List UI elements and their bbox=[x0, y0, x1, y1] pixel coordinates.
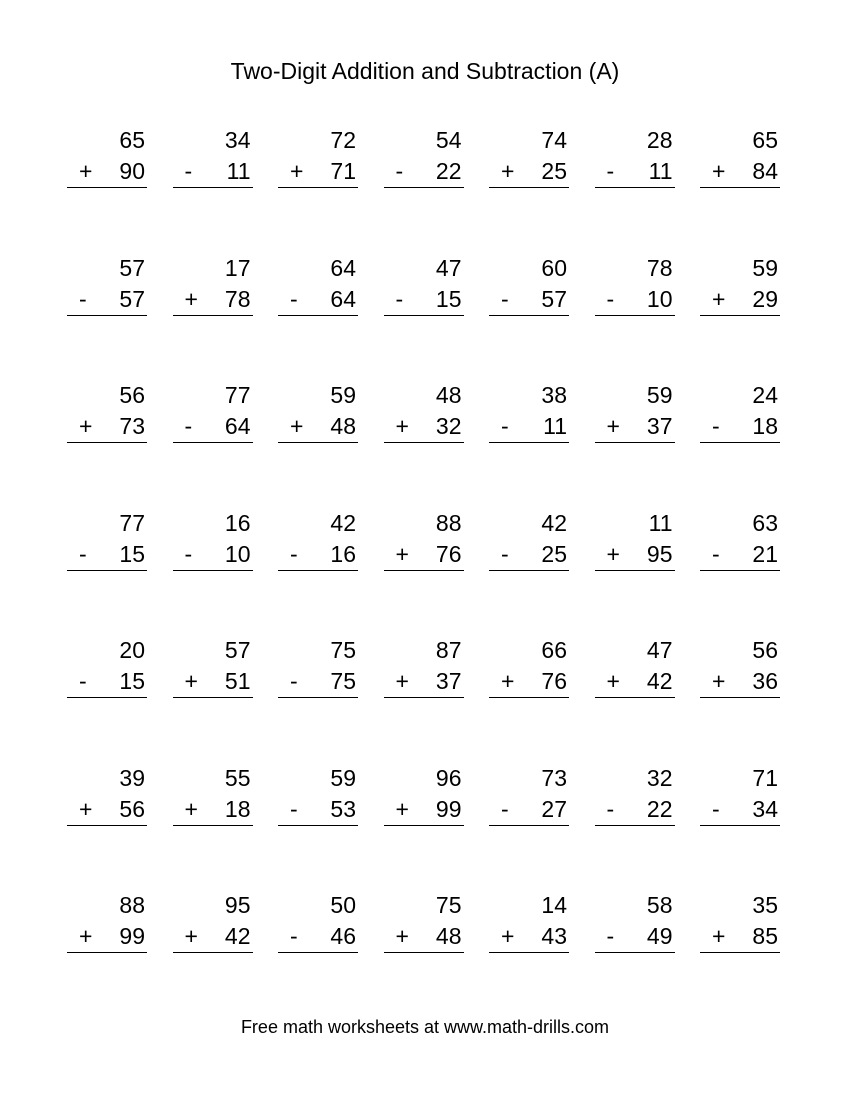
problem-bottom-number: 46 bbox=[330, 923, 356, 949]
problem-bottom-number: 37 bbox=[646, 413, 673, 439]
problem-top-number: 39 bbox=[119, 764, 145, 791]
problem-top-number: 57 bbox=[224, 637, 251, 663]
math-problem bbox=[278, 762, 358, 890]
problem-operator: - bbox=[501, 795, 509, 822]
math-problem bbox=[700, 762, 780, 890]
problem-top-number: 57 bbox=[119, 254, 145, 281]
answer-line bbox=[489, 697, 569, 698]
problem-bottom-number: 99 bbox=[119, 923, 145, 949]
problem-bottom-number: 76 bbox=[541, 668, 567, 694]
answer-line bbox=[595, 952, 675, 953]
problem-bottom-number: 10 bbox=[646, 285, 673, 312]
answer-line bbox=[595, 442, 675, 443]
problem-top-number: 55 bbox=[224, 764, 251, 791]
math-problem bbox=[67, 124, 147, 252]
problem-bottom-number: 25 bbox=[541, 540, 567, 567]
problem-bottom-number: 15 bbox=[119, 668, 145, 694]
math-problem bbox=[173, 634, 253, 762]
math-problem bbox=[173, 379, 253, 507]
problem-operator: + bbox=[184, 285, 198, 312]
answer-line bbox=[278, 315, 358, 316]
problem-operator: + bbox=[395, 540, 409, 567]
footer-text: Free math worksheets at www.math-drills.com bbox=[240, 1017, 610, 1037]
math-problem bbox=[489, 634, 569, 762]
problem-top-number: 74 bbox=[541, 127, 567, 153]
math-problem bbox=[595, 124, 675, 252]
problem-top-number: 65 bbox=[752, 127, 778, 153]
answer-line bbox=[489, 187, 569, 188]
answer-line bbox=[278, 825, 358, 826]
answer-line bbox=[384, 315, 464, 316]
problem-top-number: 59 bbox=[330, 382, 356, 408]
answer-line bbox=[173, 187, 253, 188]
problem-operator: + bbox=[712, 923, 726, 949]
math-problem bbox=[595, 379, 675, 507]
problem-bottom-number: 78 bbox=[224, 285, 251, 312]
problem-bottom-number: 29 bbox=[752, 285, 778, 312]
problem-top-number: 56 bbox=[752, 637, 778, 663]
problem-operator: + bbox=[501, 668, 515, 694]
problem-bottom-number: 95 bbox=[646, 540, 673, 567]
math-problem bbox=[700, 889, 780, 1017]
answer-line bbox=[489, 570, 569, 571]
problem-operator: - bbox=[606, 158, 615, 184]
problem-operator: - bbox=[712, 795, 720, 822]
problem-bottom-number: 34 bbox=[752, 795, 778, 822]
math-problem bbox=[67, 889, 147, 1017]
problem-bottom-number: 16 bbox=[330, 540, 356, 567]
problem-bottom-number: 11 bbox=[648, 158, 673, 184]
problem-bottom-number: 48 bbox=[330, 413, 356, 439]
answer-line bbox=[489, 825, 569, 826]
problem-top-number: 66 bbox=[541, 637, 567, 663]
answer-line bbox=[489, 952, 569, 953]
problem-top-number: 65 bbox=[119, 127, 145, 153]
answer-line bbox=[595, 187, 675, 188]
problem-bottom-number: 22 bbox=[435, 158, 462, 184]
answer-line bbox=[700, 825, 780, 826]
answer-line bbox=[595, 825, 675, 826]
math-problem bbox=[700, 379, 780, 507]
problem-operator: + bbox=[184, 795, 198, 822]
math-problem bbox=[278, 889, 358, 1017]
problem-bottom-number: 11 bbox=[226, 158, 251, 184]
answer-line bbox=[173, 442, 253, 443]
problem-bottom-number: 99 bbox=[435, 795, 462, 822]
answer-line bbox=[489, 442, 569, 443]
answer-line bbox=[67, 952, 147, 953]
problem-bottom-number: 53 bbox=[330, 795, 356, 822]
problem-bottom-number: 32 bbox=[435, 413, 462, 439]
math-problem bbox=[384, 762, 464, 890]
math-problem bbox=[595, 507, 675, 635]
problem-operator: - bbox=[79, 668, 87, 694]
problem-operator: - bbox=[79, 285, 87, 312]
problem-operator: - bbox=[290, 285, 298, 312]
answer-line bbox=[67, 697, 147, 698]
math-problem bbox=[384, 507, 464, 635]
problem-top-number: 77 bbox=[119, 509, 145, 536]
problem-top-number: 28 bbox=[646, 127, 673, 153]
math-problem bbox=[278, 252, 358, 380]
answer-line bbox=[67, 825, 147, 826]
math-problem bbox=[384, 634, 464, 762]
problem-top-number: 64 bbox=[330, 254, 356, 281]
problem-bottom-number: 57 bbox=[541, 285, 567, 312]
answer-line bbox=[67, 187, 147, 188]
problem-operator: + bbox=[79, 795, 93, 822]
problem-top-number: 87 bbox=[435, 637, 462, 663]
problem-top-number: 59 bbox=[330, 764, 356, 791]
problem-bottom-number: 15 bbox=[435, 285, 462, 312]
problem-bottom-number: 42 bbox=[224, 923, 251, 949]
math-problem bbox=[67, 252, 147, 380]
math-problem bbox=[67, 507, 147, 635]
problem-top-number: 24 bbox=[752, 382, 778, 408]
problem-operator: - bbox=[501, 413, 509, 439]
math-problem bbox=[489, 379, 569, 507]
math-problem bbox=[489, 124, 569, 252]
math-problem bbox=[595, 889, 675, 1017]
answer-line bbox=[384, 825, 464, 826]
answer-line bbox=[173, 570, 253, 571]
problem-operator: - bbox=[395, 158, 404, 184]
answer-line bbox=[384, 952, 464, 953]
math-problem bbox=[384, 379, 464, 507]
problem-top-number: 95 bbox=[224, 892, 251, 918]
problem-operator: - bbox=[290, 540, 298, 567]
math-problem bbox=[384, 889, 464, 1017]
math-problem bbox=[173, 762, 253, 890]
problem-operator: - bbox=[606, 923, 615, 949]
problem-top-number: 59 bbox=[752, 254, 778, 281]
answer-line bbox=[384, 570, 464, 571]
problem-operator: - bbox=[290, 668, 298, 694]
problem-top-number: 60 bbox=[541, 254, 567, 281]
problem-operator: + bbox=[606, 668, 620, 694]
problem-top-number: 54 bbox=[435, 127, 462, 153]
problem-operator: + bbox=[395, 668, 409, 694]
answer-line bbox=[595, 570, 675, 571]
answer-line bbox=[384, 187, 464, 188]
problem-top-number: 75 bbox=[330, 637, 356, 663]
problem-bottom-number: 27 bbox=[541, 795, 567, 822]
problem-operator: + bbox=[184, 668, 198, 694]
problem-bottom-number: 22 bbox=[646, 795, 673, 822]
problem-top-number: 73 bbox=[541, 764, 567, 791]
answer-line bbox=[700, 952, 780, 953]
problem-bottom-number: 75 bbox=[330, 668, 356, 694]
problem-operator: - bbox=[606, 795, 615, 822]
answer-line bbox=[384, 442, 464, 443]
problem-operator: - bbox=[290, 795, 298, 822]
problem-top-number: 58 bbox=[646, 892, 673, 918]
problem-operator: + bbox=[395, 413, 409, 439]
problem-bottom-number: 48 bbox=[435, 923, 462, 949]
math-problem bbox=[489, 507, 569, 635]
answer-line bbox=[278, 442, 358, 443]
problem-bottom-number: 64 bbox=[330, 285, 356, 312]
problem-operator: + bbox=[395, 795, 409, 822]
problem-top-number: 50 bbox=[330, 892, 356, 918]
problem-bottom-number: 90 bbox=[119, 158, 145, 184]
problem-top-number: 88 bbox=[119, 892, 145, 918]
problem-top-number: 32 bbox=[646, 764, 673, 791]
answer-line bbox=[173, 315, 253, 316]
problem-operator: + bbox=[501, 158, 515, 184]
answer-line bbox=[173, 697, 253, 698]
answer-line bbox=[595, 315, 675, 316]
problem-bottom-number: 64 bbox=[224, 413, 251, 439]
problem-top-number: 56 bbox=[119, 382, 145, 408]
problem-operator: + bbox=[606, 413, 620, 439]
problem-operator: + bbox=[712, 158, 726, 184]
problem-top-number: 34 bbox=[224, 127, 251, 153]
problem-top-number: 77 bbox=[224, 382, 251, 408]
problem-bottom-number: 49 bbox=[646, 923, 673, 949]
problem-grid bbox=[67, 124, 780, 1017]
math-problem bbox=[67, 379, 147, 507]
problem-operator: + bbox=[79, 158, 93, 184]
math-problem bbox=[700, 124, 780, 252]
problem-operator: + bbox=[290, 158, 304, 184]
math-problem bbox=[278, 634, 358, 762]
answer-line bbox=[173, 952, 253, 953]
problem-top-number: 47 bbox=[646, 637, 673, 663]
problem-bottom-number: 21 bbox=[752, 540, 778, 567]
answer-line bbox=[700, 187, 780, 188]
problem-bottom-number: 15 bbox=[119, 540, 145, 567]
problem-bottom-number: 57 bbox=[119, 285, 145, 312]
problem-operator: - bbox=[712, 540, 720, 567]
math-problem bbox=[489, 889, 569, 1017]
problem-top-number: 16 bbox=[224, 509, 251, 536]
problem-top-number: 59 bbox=[646, 382, 673, 408]
problem-bottom-number: 25 bbox=[541, 158, 567, 184]
math-problem bbox=[489, 762, 569, 890]
problem-operator: + bbox=[606, 540, 620, 567]
problem-bottom-number: 42 bbox=[646, 668, 673, 694]
problem-top-number: 96 bbox=[435, 764, 462, 791]
problem-operator: - bbox=[79, 540, 87, 567]
answer-line bbox=[595, 697, 675, 698]
problem-top-number: 20 bbox=[119, 637, 145, 663]
problem-bottom-number: 56 bbox=[119, 795, 145, 822]
math-problem bbox=[700, 507, 780, 635]
math-problem bbox=[595, 762, 675, 890]
problem-bottom-number: 51 bbox=[224, 668, 251, 694]
problem-operator: - bbox=[184, 413, 193, 439]
problem-bottom-number: 76 bbox=[435, 540, 462, 567]
problem-top-number: 88 bbox=[435, 509, 462, 536]
math-problem bbox=[700, 252, 780, 380]
math-problem bbox=[173, 889, 253, 1017]
problem-operator: + bbox=[395, 923, 409, 949]
problem-operator: + bbox=[712, 285, 726, 312]
answer-line bbox=[700, 570, 780, 571]
problem-bottom-number: 10 bbox=[224, 540, 251, 567]
answer-line bbox=[278, 570, 358, 571]
problem-bottom-number: 84 bbox=[752, 158, 778, 184]
problem-top-number: 35 bbox=[752, 892, 778, 918]
problem-operator: + bbox=[501, 923, 515, 949]
math-problem bbox=[489, 252, 569, 380]
problem-bottom-number: 18 bbox=[752, 413, 778, 439]
problem-bottom-number: 71 bbox=[330, 158, 356, 184]
math-problem bbox=[384, 252, 464, 380]
problem-bottom-number: 36 bbox=[752, 668, 778, 694]
answer-line bbox=[384, 697, 464, 698]
problem-top-number: 71 bbox=[752, 764, 778, 791]
problem-top-number: 14 bbox=[541, 892, 567, 918]
answer-line bbox=[489, 315, 569, 316]
problem-top-number: 48 bbox=[435, 382, 462, 408]
problem-top-number: 78 bbox=[646, 254, 673, 281]
math-problem bbox=[595, 634, 675, 762]
problem-top-number: 72 bbox=[330, 127, 356, 153]
problem-bottom-number: 43 bbox=[541, 923, 567, 949]
problem-bottom-number: 18 bbox=[224, 795, 251, 822]
problem-operator: - bbox=[501, 285, 509, 312]
answer-line bbox=[278, 187, 358, 188]
math-problem bbox=[173, 507, 253, 635]
problem-top-number: 42 bbox=[330, 509, 356, 536]
answer-line bbox=[278, 697, 358, 698]
problem-operator: - bbox=[501, 540, 509, 567]
problem-operator: + bbox=[79, 413, 93, 439]
problem-top-number: 47 bbox=[435, 254, 462, 281]
problem-operator: - bbox=[290, 923, 298, 949]
problem-top-number: 11 bbox=[648, 509, 673, 536]
problem-top-number: 75 bbox=[435, 892, 462, 918]
problem-operator: + bbox=[290, 413, 304, 439]
answer-line bbox=[173, 825, 253, 826]
problem-top-number: 38 bbox=[541, 382, 567, 408]
math-problem bbox=[67, 634, 147, 762]
math-problem bbox=[278, 124, 358, 252]
problem-bottom-number: 11 bbox=[543, 413, 567, 439]
problem-operator: + bbox=[184, 923, 198, 949]
answer-line bbox=[700, 315, 780, 316]
problem-operator: - bbox=[395, 285, 404, 312]
problem-bottom-number: 73 bbox=[119, 413, 145, 439]
problem-bottom-number: 85 bbox=[752, 923, 778, 949]
math-problem bbox=[595, 252, 675, 380]
problem-top-number: 63 bbox=[752, 509, 778, 536]
math-problem bbox=[384, 124, 464, 252]
problem-operator: - bbox=[184, 540, 193, 567]
math-problem bbox=[278, 379, 358, 507]
math-problem bbox=[173, 252, 253, 380]
problem-operator: - bbox=[184, 158, 193, 184]
answer-line bbox=[67, 315, 147, 316]
answer-line bbox=[700, 442, 780, 443]
answer-line bbox=[278, 952, 358, 953]
math-problem bbox=[173, 124, 253, 252]
math-problem bbox=[67, 762, 147, 890]
answer-line bbox=[67, 442, 147, 443]
problem-operator: - bbox=[712, 413, 720, 439]
problem-operator: + bbox=[79, 923, 93, 949]
problem-operator: - bbox=[606, 285, 615, 312]
math-problem bbox=[700, 634, 780, 762]
answer-line bbox=[700, 697, 780, 698]
page-title: Two-Digit Addition and Subtraction (A) bbox=[230, 58, 620, 84]
problem-top-number: 42 bbox=[541, 509, 567, 536]
math-problem bbox=[278, 507, 358, 635]
problem-bottom-number: 37 bbox=[435, 668, 462, 694]
answer-line bbox=[67, 570, 147, 571]
problem-top-number: 17 bbox=[224, 254, 251, 281]
problem-operator: + bbox=[712, 668, 726, 694]
